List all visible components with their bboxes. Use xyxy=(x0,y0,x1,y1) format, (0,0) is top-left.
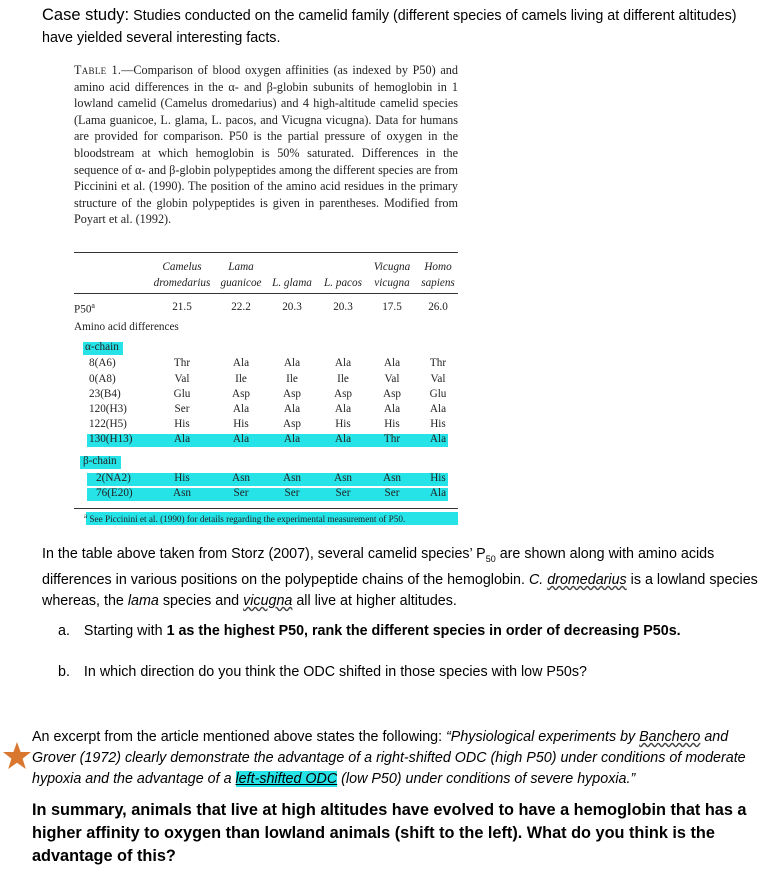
alpha-row-value: Asp xyxy=(333,388,353,400)
alpha-row-value: His xyxy=(430,418,446,430)
beta-row-value: Asn xyxy=(231,472,251,484)
alpha-row-value: Val xyxy=(430,373,446,385)
intro-sub: 50 xyxy=(485,553,496,564)
question-a xyxy=(58,621,758,641)
p50-footnote-mark: a xyxy=(91,301,95,310)
beta-row-value: Ala xyxy=(429,487,447,499)
alpha-row-value: Asp xyxy=(282,388,302,400)
alpha-row-value: Asp xyxy=(282,418,302,430)
alpha-row-value: His xyxy=(233,418,249,430)
question-b xyxy=(58,662,758,682)
column-header-top: Homo xyxy=(424,261,452,273)
alpha-row-value: Glu xyxy=(429,388,447,400)
alpha-row-position: 0(A8) xyxy=(89,373,116,385)
p50-value: 26.0 xyxy=(428,301,448,313)
alpha-row-value: Val xyxy=(174,373,190,385)
alpha-row-position: 130(H13) xyxy=(89,433,133,445)
alpha-row-value: Ala xyxy=(283,433,301,445)
alpha-row-value: Ser xyxy=(174,403,190,415)
alpha-row-value: Ile xyxy=(286,373,298,385)
star-icon xyxy=(2,741,32,771)
alpha-row-position: 23(B4) xyxy=(89,388,121,400)
table-header-rule xyxy=(74,293,458,294)
column-header-bottom: guanicoe xyxy=(220,277,262,289)
beta-row-value: Asn xyxy=(282,472,302,484)
alpha-row-value: Ala xyxy=(334,433,352,445)
alpha-row-value: Thr xyxy=(173,357,191,369)
alpha-row-value: Thr xyxy=(429,357,447,369)
star-icon-svg xyxy=(2,741,32,771)
intro-text-5: all live at higher altitudes. xyxy=(292,592,457,609)
question-b-plain: In which direction do you think the ODC shifted in those species with low P50s? xyxy=(83,664,587,680)
column-header-bottom: sapiens xyxy=(421,277,455,289)
beta-row-position: 76(E20) xyxy=(96,487,133,499)
beta-row-value: His xyxy=(430,472,446,484)
column-header-top: Vicugna xyxy=(373,261,411,273)
beta-row-value: Ser xyxy=(233,487,249,499)
intro-dromedarius: dromedarius xyxy=(547,571,627,588)
alpha-row-value: Asp xyxy=(231,388,251,400)
alpha-row-value: His xyxy=(174,418,190,430)
alpha-row-position: 122(H5) xyxy=(89,418,127,430)
beta-row-value: His xyxy=(174,472,190,484)
excerpt-name: Banchero xyxy=(639,729,701,745)
table-footnote xyxy=(84,512,405,524)
intro-vicugna: vicugna xyxy=(243,592,293,609)
table-bottom-rule xyxy=(74,508,458,509)
alpha-row-position: 8(A6) xyxy=(89,357,116,369)
excerpt-quote-1: “Physiological experiments by xyxy=(446,729,640,745)
column-header-top: Lama xyxy=(228,261,254,273)
excerpt-paragraph xyxy=(32,727,762,790)
summary-question: In summary, animals that live at high altitudes have evolved to have a hemoglobin that has a higher affinity to oxygen than lowland animals (shift to the left). What do you think is the advantage of this? xyxy=(32,801,747,865)
alpha-row-value: Ala xyxy=(173,433,191,445)
excerpt-lead: An excerpt from the article mentioned above states the following: xyxy=(32,729,447,745)
table-top-rule xyxy=(74,252,458,253)
excerpt-highlight: left-shifted ODC xyxy=(235,771,338,787)
beta-chain-label: β-chain xyxy=(83,455,117,467)
question-a-bold: 1 as the highest P50, rank the different species in order of decreasing P50s. xyxy=(166,623,681,639)
question-a-marker: a. xyxy=(58,623,70,639)
heading-text: Studies conducted on the camelid family (different species of camels living at different altitudes) have yielded several interesting facts. xyxy=(42,8,737,46)
alpha-row-value: Asp xyxy=(382,388,402,400)
alpha-chain-label: α-chain xyxy=(85,341,119,353)
alpha-row-value: Ile xyxy=(235,373,247,385)
alpha-row-value: His xyxy=(384,418,400,430)
alpha-row-value: Ala xyxy=(383,357,401,369)
column-header-top: Camelus xyxy=(162,261,202,273)
alpha-row-value: Ala xyxy=(283,403,301,415)
beta-row-value: Ser xyxy=(284,487,300,499)
question-a-plain: Starting with xyxy=(83,623,167,639)
alpha-row-value: Ile xyxy=(337,373,349,385)
p50-label: P50$^a$ xyxy=(74,301,95,316)
intro-paragraph xyxy=(42,544,762,612)
p50-value: 21.5 xyxy=(172,301,192,313)
question-b-marker: b. xyxy=(58,664,70,680)
p50-value: 17.5 xyxy=(382,301,402,313)
table-caption-label: Table 1. xyxy=(74,63,122,77)
intro-text-4: species and xyxy=(158,592,244,609)
intro-text-1: In the table above taken from Storz (2007), several camelid species’ P xyxy=(42,546,486,562)
table-caption-text: —Comparison of blood oxygen affinities (as indexed by P50) and amino acid differences in the α- and β-globin subunits of hemoglobin in 1 lowland camelid (Camelus dromedarius) and 4 high-altitude camelid species (Lama guanicoe, L. glama, L. pacos, and Vicugna vicugna). Data for humans are provided for comparison. P50 is the partial pressure of oxygen in the bloodstream at which hemoglobin is 50% saturated. Differences in the sequence of α- and β-globin polypeptides among the different species are from Piccinini et al. (1990). The position of the amino acid residues in the primary structure of the globin polypeptides is given in parentheses. Modified from Poyart et al. (1992). xyxy=(74,63,458,227)
footnote-mark: a xyxy=(84,512,88,520)
alpha-row-value: Thr xyxy=(383,433,401,445)
column-header-bottom: dromedarius xyxy=(153,277,211,289)
excerpt-quote-3: (low P50) under conditions of severe hypoxia.” xyxy=(337,771,636,787)
alpha-row-value: Ala xyxy=(283,357,301,369)
alpha-row-value: Val xyxy=(384,373,400,385)
beta-row-value: Asn xyxy=(333,472,353,484)
alpha-row-value: Ala xyxy=(232,403,250,415)
beta-row-value: Asn xyxy=(382,472,402,484)
p50-value: 20.3 xyxy=(282,301,302,313)
alpha-row-value: Ala xyxy=(429,403,447,415)
beta-row-position: 2(NA2) xyxy=(96,472,131,484)
alpha-row-value: His xyxy=(335,418,351,430)
intro-text-2: are shown along with amino acids differences in various positions on the polypeptide chains of the hemoglobin. xyxy=(42,546,715,588)
beta-row-value: Ser xyxy=(335,487,351,499)
alpha-row-value: Ala xyxy=(334,403,352,415)
intro-text-3: is a lowland species whereas, the xyxy=(42,571,758,609)
amino-label: Amino acid differences xyxy=(74,321,179,333)
p50-value: 22.2 xyxy=(231,301,251,313)
alpha-row-value: Ala xyxy=(232,357,250,369)
column-header-bottom: L. glama xyxy=(272,277,312,289)
intro-c: C. xyxy=(528,571,548,588)
intro-lama: lama xyxy=(127,592,159,609)
footnote-text: See Piccinini et al. (1990) for details regarding the experimental measurement of P50. xyxy=(87,514,406,525)
heading-lead: Case study: xyxy=(42,6,130,24)
column-header-bottom: L. pacos xyxy=(324,277,362,289)
alpha-row-value: Ala xyxy=(334,357,352,369)
alpha-row-position: 120(H3) xyxy=(89,403,127,415)
alpha-row-value: Ala xyxy=(232,433,250,445)
alpha-row-value: Ala xyxy=(383,403,401,415)
beta-row-value: Asn xyxy=(172,487,192,499)
p50-value: 20.3 xyxy=(333,301,353,313)
alpha-row-value: Glu xyxy=(173,388,191,400)
excerpt-quote-2: and Grover (1972) clearly demonstrate the advantage of a right-shifted ODC (high P50) under conditions of moderate hypoxia and the advantage of a xyxy=(32,729,746,787)
column-header-bottom: vicugna xyxy=(374,277,410,289)
beta-row-value: Ser xyxy=(384,487,400,499)
alpha-row-value: Ala xyxy=(429,433,447,445)
